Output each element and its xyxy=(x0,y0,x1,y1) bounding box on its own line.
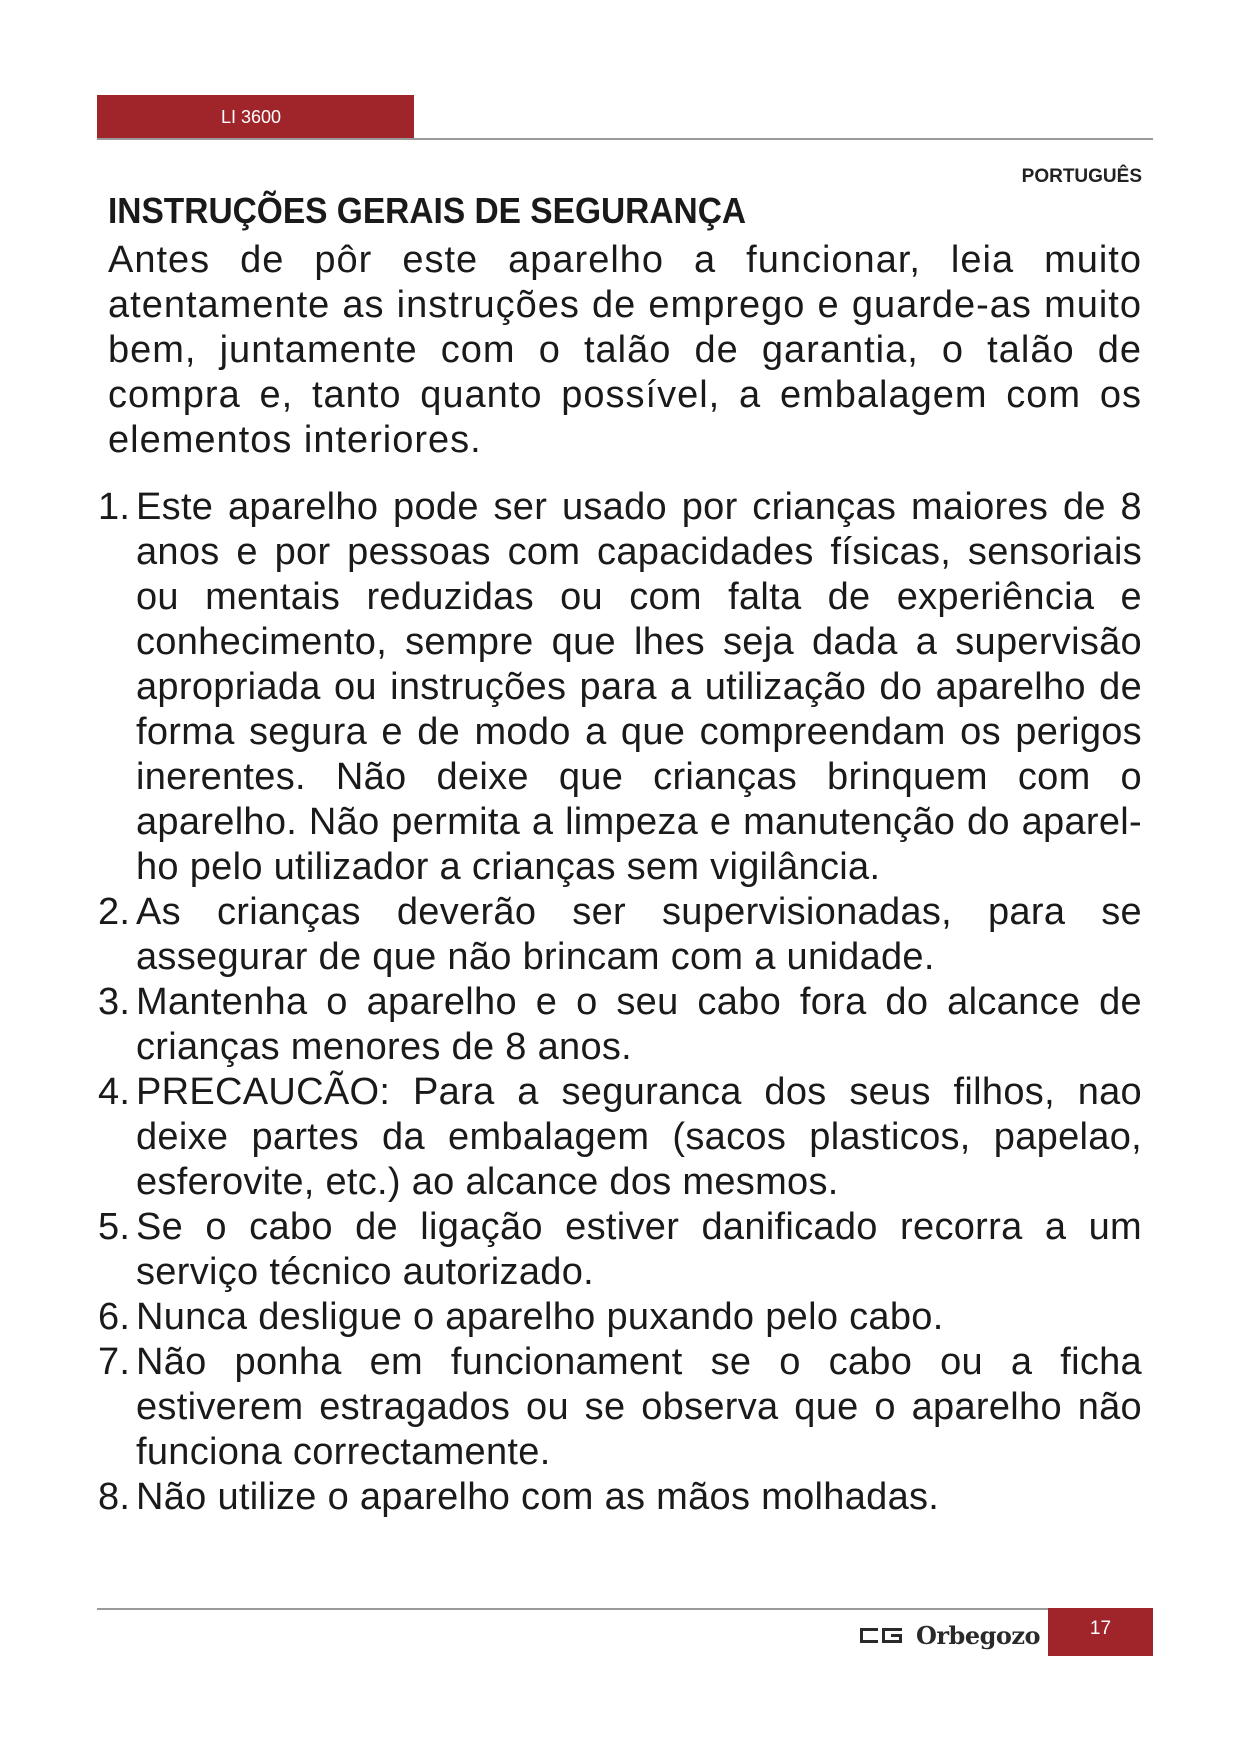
item-number: 7. xyxy=(98,1341,131,1383)
page-number-text: 17 xyxy=(1089,1618,1112,1639)
list-item xyxy=(98,890,1142,980)
brand-name: Orbegozo xyxy=(916,1620,1041,1650)
item-text: As crianças deverão ser supervisionadas, para se assegurar de que não brincam com a unidade. xyxy=(136,891,1142,978)
model-tab xyxy=(97,95,414,139)
item-number: 8. xyxy=(98,1476,131,1518)
item-text: Não utilize o aparelho com as mãos molhadas. xyxy=(136,1476,940,1518)
item-text: PRECAUCÃO: Para a seguranca dos seus filhos, nao deixe partes da embalagem (sacos plasticos, papelao, esferovite, etc.) ao alcance dos mesmos. xyxy=(136,1071,1142,1203)
page-number xyxy=(1048,1608,1153,1656)
item-number: 1. xyxy=(98,486,131,528)
brand-logo xyxy=(860,1615,1040,1655)
header-divider xyxy=(97,138,1153,140)
item-text: Não ponha em funcionament se o cabo ou a ficha estiverem estragados ou se observa que o aparelho não funciona correctamente. xyxy=(136,1341,1142,1473)
page-title: INSTRUÇÕES GERAIS DE SEGURANÇA xyxy=(108,190,747,231)
item-number: 2. xyxy=(98,891,131,933)
model-label: LI 3600 xyxy=(221,107,282,127)
list-item xyxy=(98,1340,1142,1475)
list-item xyxy=(98,485,1142,890)
item-number: 4. xyxy=(98,1071,131,1113)
item-text: Se o cabo de ligação estiver danificado recorra a um serviço técnico autorizado. xyxy=(136,1206,1142,1293)
list-item xyxy=(98,1205,1142,1295)
brand-mark-icon xyxy=(860,1625,902,1645)
item-number: 6. xyxy=(98,1296,131,1338)
item-text: Nunca desligue o aparelho puxando pelo cabo. xyxy=(136,1296,944,1338)
intro-paragraph: Antes de pôr este aparelho a funcionar, leia muito atentamente as instruções de emprego e guarde-as muito bem, juntamente com o talão de garantia, o talão de compra e, tanto quanto possível, a embalagem com os elementos interiores. xyxy=(108,239,1142,461)
item-text: Este aparelho pode ser usado por crianças maiores de 8 anos e por pessoas com capacidades físicas, sensoriais ou mentais reduzidas ou com falta de experiência e conhecimento, sempre que lhes seja dada a supervisão apropriada ou instruções para a utilização do aparelho de forma segura e de modo a que compreendam os perigos inerentes. Não deixe que crianças brinquem com o aparelho. Não permita a limpeza e manutenção do aparel-ho pelo utilizador a crianças sem vigilância. xyxy=(136,486,1142,888)
list-item xyxy=(98,980,1142,1070)
language-label: PORTUGUÊS xyxy=(1021,166,1142,187)
safety-list xyxy=(98,485,1142,1520)
item-text: Mantenha o aparelho e o seu cabo fora do alcance de crianças menores de 8 anos. xyxy=(136,981,1142,1068)
list-item xyxy=(98,1475,1142,1520)
footer-divider xyxy=(97,1608,1153,1610)
list-item xyxy=(98,1070,1142,1205)
item-number: 3. xyxy=(98,981,131,1023)
list-item xyxy=(98,1295,1142,1340)
item-number: 5. xyxy=(98,1206,131,1248)
